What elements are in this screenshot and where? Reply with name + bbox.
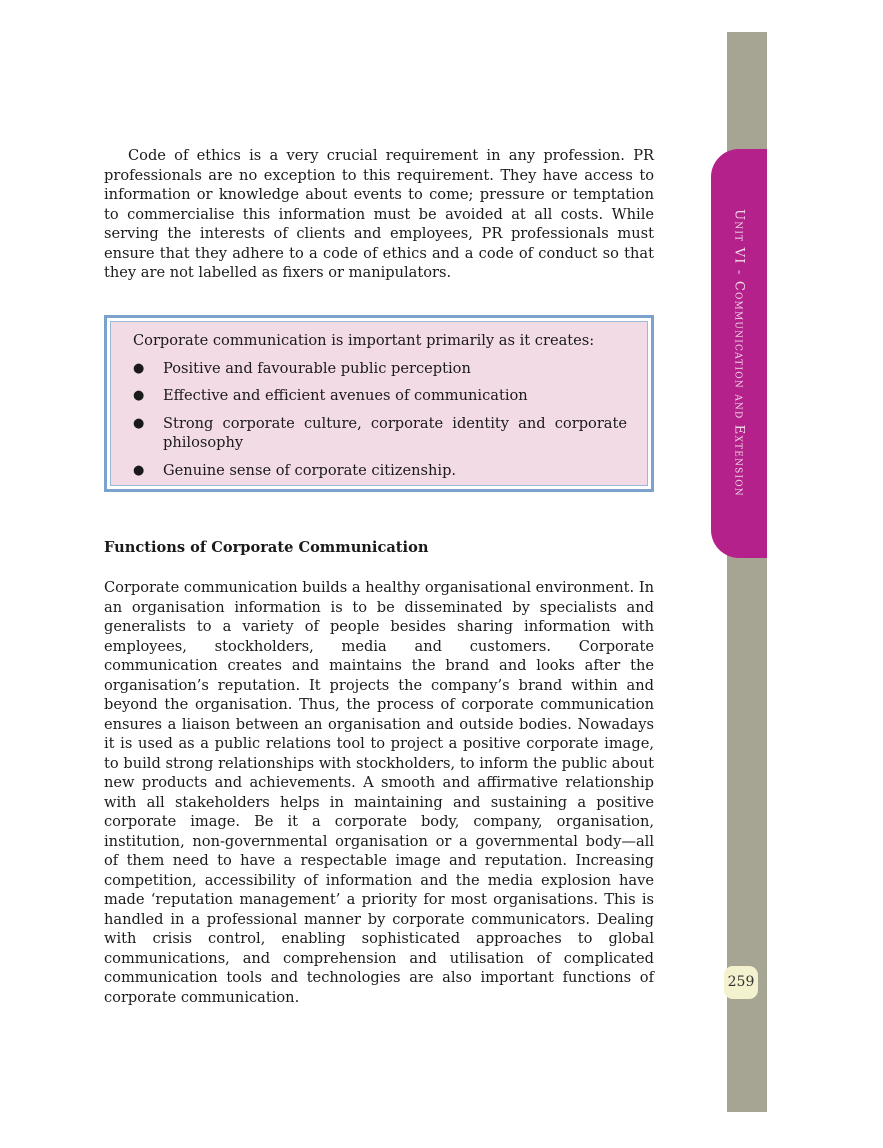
bullet-icon: ● <box>133 388 145 403</box>
list-item-text: Effective and efficient avenues of communication <box>163 387 528 404</box>
bullet-icon: ● <box>133 462 145 478</box>
list-item-text: Genuine sense of corporate citizenship. <box>163 461 457 479</box>
highlight-box <box>104 315 654 492</box>
section-paragraph: Corporate communication builds a healthy organisational environment. In an organisation information is to be disseminated by specialists and generalists to a variety of people besides sharing information with employees, stockholders, media and customers. Corporate communication creates and maintains the brand and looks after the organisation’s reputation. It projects the company’s brand within and beyond the organisation. Thus, the process of corporate communication ensures a liaison between an organisation and outside bodies. Nowadays it is used as a public relations tool to project a positive corporate image, to build strong relationships with stockholders, to inform the public about new products and achievements. A smooth and affirmative relationship with all stakeholders helps in maintaining and sustaining a positive corporate image. Be it a corporate body, company, organisation, institution, non-governmental organisation or a governmental body—all of them need to have a respectable image and reputation. Increasing competition, accessibility of information and the media explosion have made ‘reputation management’ a priority for most organisations. This is handled in a professional manner by corporate communicators. Dealing with crisis control, enabling sophisticated approaches to global communications, and comprehension and utilisation of complicated communication tools and technologies are also important functions of corporate communication. <box>104 579 654 1006</box>
list-item-text: Positive and favourable public perception <box>163 359 471 377</box>
highlight-box-inner <box>110 321 648 486</box>
bullet-icon: ● <box>133 415 145 431</box>
list-item-text: Strong corporate culture, corporate identity and corporate philosophy <box>163 414 627 451</box>
intro-paragraph: Code of ethics is a very crucial requirement in any profession. PR professionals are no exception to this requirement. They have access to information or knowledge about events to come; pressure or temptation to commercialise this information must be avoided at all costs. While serving the interests of clients and employees, PR professionals must ensure that they adhere to a code of ethics and a code of conduct so that they are not labelled as fixers or manipulators. <box>104 147 654 281</box>
list-item <box>133 359 627 379</box>
unit-label: Unit VI - Communication and Extension <box>731 209 747 497</box>
page-number: 259 <box>724 966 758 999</box>
list-item <box>133 386 627 406</box>
bullet-icon: ● <box>133 360 145 376</box>
section-heading: Functions of Corporate Communication <box>104 539 429 556</box>
highlight-box-lead: Corporate communication is important primarily as it creates: <box>133 332 595 349</box>
list-item <box>133 414 627 453</box>
list-item <box>133 461 627 481</box>
highlight-box-list <box>133 359 627 481</box>
